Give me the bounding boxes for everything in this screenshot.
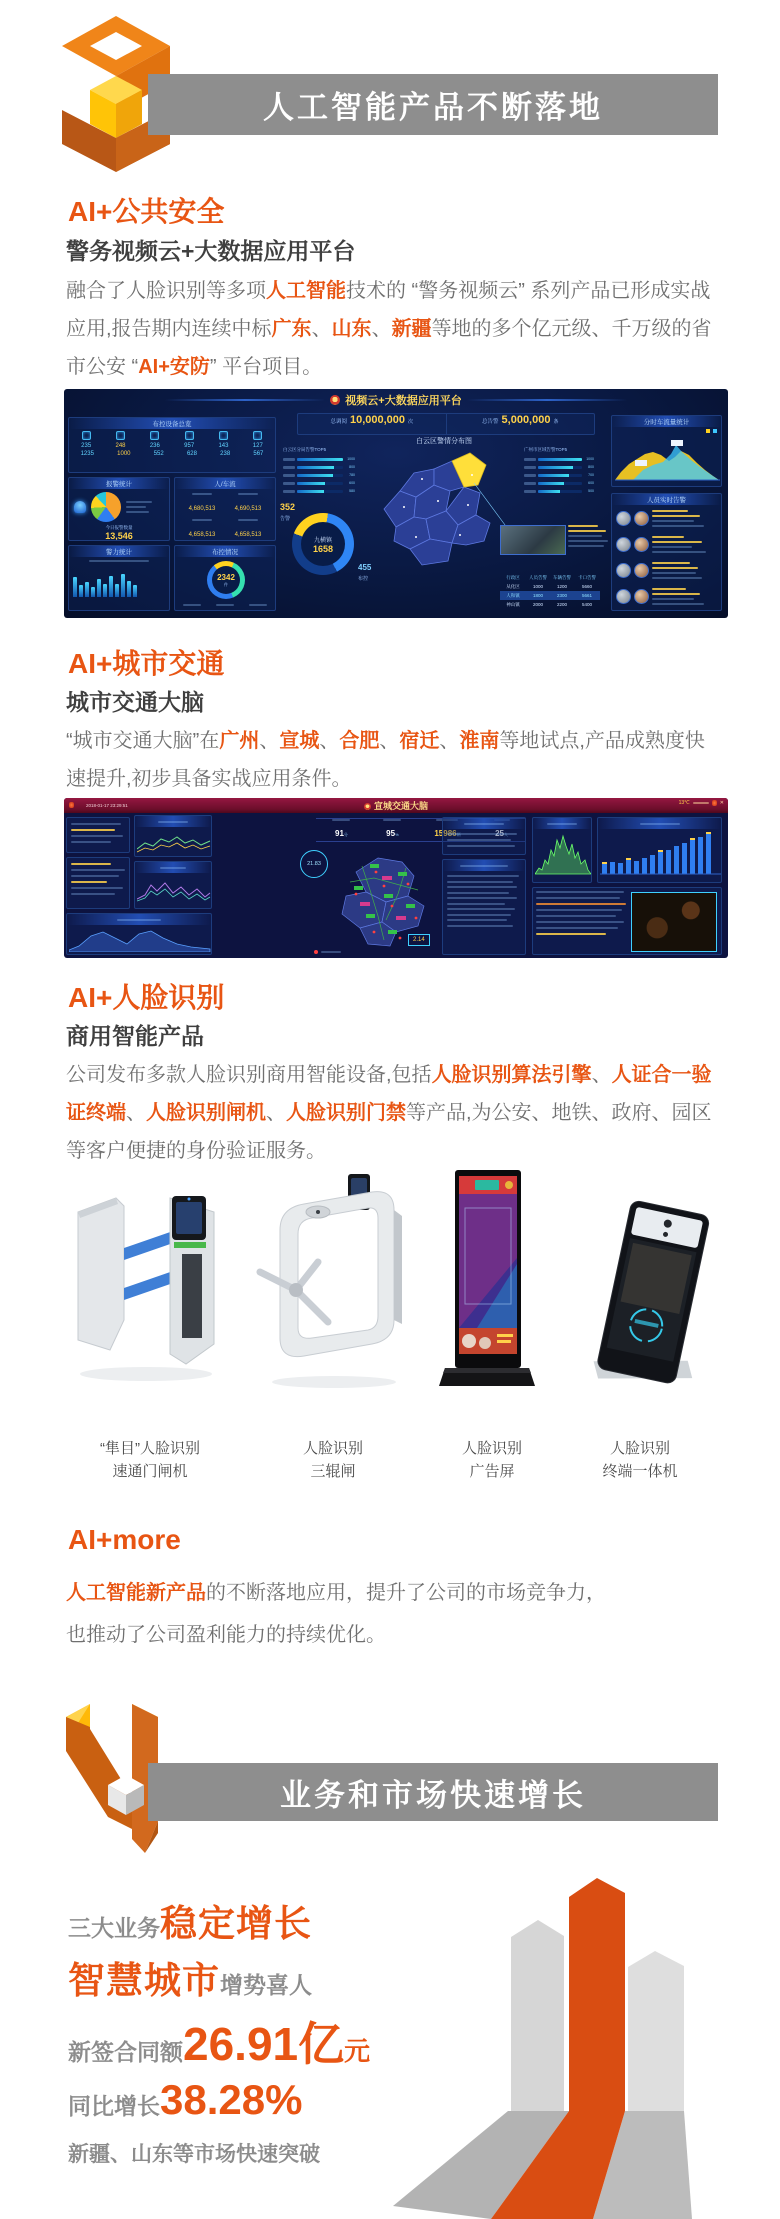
- product-photo-face-terminal: [582, 1198, 722, 1398]
- section-3-banner-title: 人工智能产品不断落地: [263, 90, 603, 125]
- panel-citywide-flow: [66, 913, 212, 955]
- dashboard2-header: [64, 798, 728, 813]
- heading-city-traffic: AI+城市交通: [68, 648, 225, 679]
- device-counts-row1: 235 248 236 957 143 127: [81, 443, 263, 449]
- legend-red-dot: [314, 950, 318, 954]
- capture-photo-thumbnail: [500, 525, 566, 555]
- product-caption: 人脸识别 终端一体机: [602, 1440, 678, 1480]
- growth-line-markets: 新疆、山东等市场快速突破: [68, 2143, 320, 2166]
- traffic-camera-video-thumbnail: [631, 892, 717, 952]
- captured-face-avatar: [616, 563, 631, 578]
- matched-face-avatar: [634, 589, 649, 604]
- paragraph-ai-more: 人工智能新产品的不断落地应用，提升了公司的市场竞争力， 也推动了公司盈利能力的持续优化。: [66, 1582, 606, 1646]
- growth-line-1: 三大业务 稳定增长: [68, 1903, 312, 1944]
- growth-line-contract: 新签合同额 26.91亿 元: [68, 2018, 371, 2070]
- panel-person-alerts-title: 人员实时告警: [612, 494, 721, 505]
- camera-icon: [82, 431, 91, 440]
- product-photo-tripod-turnstile: [256, 1172, 406, 1394]
- panel-control-title: 布控情况: [175, 546, 275, 557]
- device-counts-row2: 1235 1000 552 628 238 567: [80, 451, 264, 457]
- capture-info-lines: [568, 525, 608, 547]
- matched-face-avatar: [634, 563, 649, 578]
- dashboard2-kpi-strip: 91分 95% 15986辆 25人: [316, 818, 526, 842]
- police-video-cloud-dashboard-screenshot: [64, 389, 728, 618]
- matched-face-avatar: [634, 537, 649, 552]
- panel-alarm-stats: [68, 477, 170, 541]
- district-alarm-table: 行政区 人员告警 车辆告警 卡口告警 从化区 1000 1200 5660 人和镇 1800 2300 5661 神山镇 2000 2200 5400: [500, 573, 600, 609]
- traffic-brain-dashboard-screenshot: [64, 798, 728, 958]
- product-photo-ad-kiosk: [437, 1168, 537, 1412]
- top5-left: 白云区分局告警TOP5 1000 800 780 600 580: [283, 447, 355, 493]
- speed-trend-line-chart: [137, 875, 211, 905]
- panel-hourly-traffic-title: 分时车流量统计: [612, 416, 721, 427]
- product-caption: 人脸识别 三辊闸: [302, 1440, 363, 1480]
- station-bar-chart: [600, 830, 721, 876]
- growth-line-2: 智慧城市 增势喜人: [68, 1960, 312, 2001]
- section-3-banner: [148, 74, 718, 135]
- dashboard1-title: 视频云+大数据应用平台: [345, 395, 462, 407]
- panel-route-summary: [66, 817, 130, 853]
- close-icon: ✕: [719, 800, 724, 806]
- panel-violation-video: [532, 887, 722, 955]
- panel-problem-spots-top10: [442, 859, 526, 955]
- face-checkpoint-icon: [116, 431, 125, 440]
- control-status-donut: 2342 件: [207, 561, 245, 599]
- growth-line-yoy: 同比增长 38.28%: [68, 2076, 303, 2123]
- green-spiky-area-chart: [535, 830, 591, 876]
- hourly-traffic-area-chart: [615, 436, 720, 482]
- panel-control-status: [174, 545, 276, 611]
- today-alarm-label: 今日报警数量: [105, 525, 133, 530]
- device-type-icons: [69, 429, 275, 442]
- town-alarm-donut: 九横镇 1658: [292, 513, 354, 575]
- panel-road-volume: [442, 817, 526, 855]
- heading-public-safety: AI+公共安全: [68, 196, 225, 227]
- top5-right: 广州市区域告警TOP5 1000 800 700 600 500: [524, 447, 594, 493]
- district-map: [356, 445, 516, 579]
- legend-yellow-dot: [706, 429, 710, 433]
- top5-right-bars: 1000 800 700 600 500: [524, 455, 594, 495]
- electronic-fence-icon: [219, 431, 228, 440]
- panel-flow-title: 人/车流: [175, 478, 275, 489]
- alert-row: [612, 583, 721, 609]
- alert-row: [612, 531, 721, 557]
- dashboard2-title: 宣城交通大脑: [64, 799, 728, 812]
- subheading-commercial-products: 商用智能产品: [66, 1023, 204, 1049]
- alarm-badge: 352 告警: [280, 502, 296, 522]
- vehicle-checkpoint-icon: [185, 431, 194, 440]
- police-badge-icon: [364, 803, 371, 810]
- rising-arrow-graphic: [388, 1840, 780, 2219]
- panel-police-title: 警力统计: [69, 546, 169, 557]
- legend-cyan-dot: [713, 429, 717, 433]
- paragraph-city-traffic: “城市交通大脑”在广州、宣城、合肥、宿迁、淮南等地试点,产品成熟度快速提升,初步具备实战应用条件。: [66, 730, 705, 790]
- gate-icon: [150, 431, 159, 440]
- panel-police-force: [68, 545, 170, 611]
- flow-trend-line-chart: [137, 829, 211, 855]
- captured-face-avatar: [616, 537, 631, 552]
- subheading-traffic-brain: 城市交通大脑: [66, 689, 204, 715]
- panel-hourly-green-chart: [532, 817, 592, 883]
- police-force-bar-chart: [69, 565, 169, 597]
- lantern-icon: [712, 800, 717, 806]
- panel-flow-trend: [134, 815, 212, 857]
- alert-row: [612, 505, 721, 531]
- panel-hourly-traffic: [611, 415, 722, 487]
- top5-left-bars: 1000 800 780 600 580: [283, 455, 355, 495]
- dashboard1-title-bar: [64, 389, 728, 411]
- panel-speed-trend: [134, 861, 212, 909]
- paragraph-face-recognition: 公司发布多款人脸识别商用智能设备,包括人脸识别算法引擎、人证合一验证终端、人脸识别闸机、人脸识别门禁等产品,为公安、地铁、政府、园区等客户便捷的身份验证服务。: [66, 1064, 712, 1162]
- siren-icon: [74, 501, 86, 513]
- heading-ai-more: AI+more: [68, 1524, 181, 1555]
- captured-face-avatar: [616, 511, 631, 526]
- product-caption: “隼目”人脸识别 速通门闸机: [100, 1440, 200, 1480]
- dashboard2-datetime: 2018-01-17 23:29:51: [86, 803, 128, 808]
- police-badge-icon: [330, 395, 340, 405]
- alarm-pie-chart: [91, 492, 121, 522]
- matched-face-avatar: [634, 511, 649, 526]
- product-caption: 人脸识别 广告屏: [461, 1440, 522, 1480]
- map-legend: [314, 950, 341, 954]
- heading-face-recognition: AI+人脸识别: [68, 982, 225, 1013]
- panel-devices: [68, 417, 276, 473]
- citywide-area-chart: [69, 926, 211, 952]
- congestion-metric-right: 2.14: [408, 934, 430, 946]
- panel-devices-title: 布控设备总览: [69, 418, 275, 429]
- alert-row: [612, 557, 721, 583]
- panel-person-alerts: [611, 493, 722, 611]
- paragraph-public-safety: 融合了人脸识别等多项人工智能技术的 “警务视频云” 系列产品已形成实战应用,报告期内连续中标广东、山东、新疆等地的多个亿元级、千万级的省市公安 “AI+安防” 平台项目。: [66, 280, 712, 378]
- subheading-police-cloud: 警务视频云+大数据应用平台: [66, 238, 356, 264]
- captured-face-avatar: [616, 589, 631, 604]
- dashboard1-kpi-strip: 总调阅 10,000,000 次 总告警 5,000,000 条: [297, 413, 595, 435]
- control-badge: 455 布控: [358, 563, 372, 582]
- map-title: 白云区警情分布图: [416, 438, 472, 445]
- wifi-icon: [253, 431, 262, 440]
- panel-station-bar-chart: [597, 817, 722, 883]
- section-4-banner-title: 业务和市场快速增长: [280, 1777, 586, 1813]
- section-4-banner: [148, 1763, 718, 1821]
- panel-incident-log: [66, 857, 130, 909]
- today-alarm-value: 13,546: [105, 531, 133, 541]
- panel-flow: 人/车流 4,680,513 4,690,513 4,658,513 4,658,513: [174, 477, 276, 541]
- product-photo-speed-gate: [66, 1168, 226, 1393]
- panel-alarm-title: 报警统计: [69, 478, 169, 489]
- temperature-reading: 13℃: [678, 800, 690, 806]
- congestion-metric-left: 21.83: [300, 850, 328, 878]
